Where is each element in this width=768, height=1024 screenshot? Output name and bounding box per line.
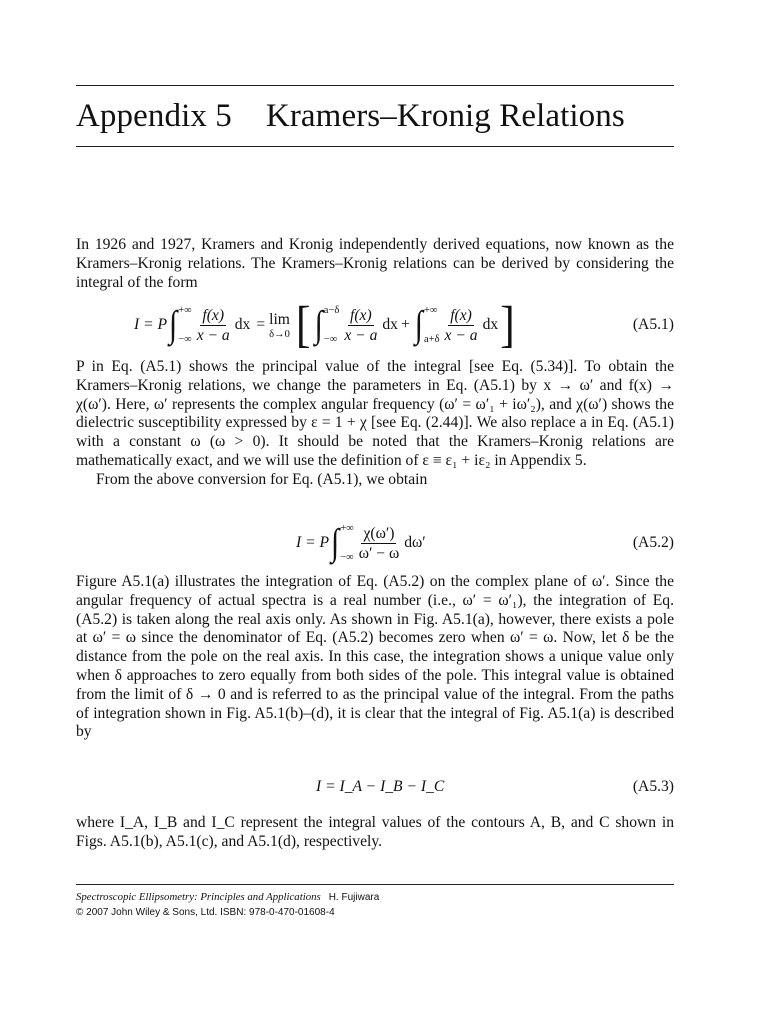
integral-sign: ∫ +∞ −∞	[169, 303, 192, 345]
equation-number: (A5.3)	[632, 778, 674, 795]
integral-sign: ∫ +∞ a+δ	[414, 303, 440, 345]
integral-sign: ∫ +∞ −∞	[331, 521, 354, 563]
top-rule	[76, 85, 674, 86]
fraction: $\frac{f(x)}{x - a}$	[344, 306, 378, 344]
equation-a5-3	[76, 776, 674, 798]
equation-a5-1	[76, 296, 674, 353]
equation-a5-2-expr: I = P ∫ +∞ −∞ $\frac{\chi(\omega')}{\omega' - \omega}$ dω′	[296, 521, 426, 563]
paragraph-5: where I_A, I_B and I_C represent the integral values of the contours A, B, and C shown in Figs. A5.1(b), A5.1(c), and A5.1(d), respectively.	[76, 814, 674, 850]
appendix-title: Kramers–Kronig Relations	[265, 98, 625, 134]
intro-paragraph: In 1926 and 1927, Kramers and Kronig independently derived equations, now known as the Kramers–Kronig relations. The Kramers–Kronig relations can be derived by considering the integral of the form	[76, 236, 674, 291]
copyright: © 2007 John Wiley & Sons, Ltd. ISBN: 978-0-470-01608-4	[76, 907, 335, 918]
paragraph-4: Figure A5.1(a) illustrates the integration of Eq. (A5.2) on the complex plane of ω′. Since the angular frequency of actual spectra is a real number (i.e., ω′ = ω′₁), the integration of Eq. (A5.2) is taken along the real axis only. As shown in Fig. A5.1(a), however, there exists a pole at ω′ = ω since the denominator of Eq. (A5.2) becomes zero when ω′ = ω. Now, let δ be the distance from the pole on the real axis. In this case, the integration shows a unique value only when δ approaches to zero equally from both sides of the pole. This integral value is obtained from the limit of δ → 0 and is referred to as the principal value of the integral. From the paths of integration shown in Fig. A5.1(b)–(d), it is clear that the integral of Fig. A5.1(a) is described by	[76, 573, 674, 741]
equation-a5-1-expr: I = P ∫ +∞ −∞ $\frac{f(x)}{x - a}$ dx = lim δ→0 [ ∫ a−δ −∞ $\frac{f(x)}{x - a}$ dx + ∫ +∞ a+δ $\frac{f(x)}{x - a}$ dx ]	[134, 296, 515, 353]
book-author: H. Fujiwara	[328, 892, 380, 903]
equation-a5-2	[76, 518, 674, 568]
equation-number: (A5.1)	[632, 316, 674, 333]
equation-a5-3-expr: I = I_A − I_B − I_C	[316, 778, 445, 795]
integral-sign: ∫ a−δ −∞	[314, 303, 340, 345]
footer-rule	[76, 884, 674, 885]
appendix-number: Appendix 5	[76, 98, 232, 134]
fraction: $\frac{f(x)}{x - a}$	[444, 306, 478, 344]
limit: lim δ→0	[269, 310, 290, 340]
paragraph-2: P in Eq. (A5.1) shows the principal value of the integral [see Eq. (5.34)]. To obtain the Kramers–Kronig relations, we change the parameters in Eq. (A5.1) by x → ω′ and f(x) → χ(ω′). Here, ω′ represents the complex angular frequency (ω′ = ω′₁ + iω′₂), and χ(ω′) shows the dielectric susceptibility expressed by ε = 1 + χ [see Eq. (2.44)]. We also replace a in Eq. (A5.1) with a constant ω (ω > 0). It should be noted that the Kramers–Kronig relations are mathematically exact, and we will use the definition of ε ≡ ε₁ + iε₂ in Appendix 5. From the above conversion for Eq. (A5.1), we obtain	[76, 358, 674, 488]
page-title	[76, 92, 625, 140]
fraction: $\frac{\chi(\omega')}{\omega' - \omega}$	[358, 524, 400, 562]
title-rule	[76, 146, 674, 147]
fraction: $\frac{f(x)}{x - a}$	[196, 306, 230, 344]
footer	[76, 890, 379, 920]
book-title: Spectroscopic Ellipsometry: Principles and Applications	[76, 891, 321, 903]
equation-number: (A5.2)	[632, 534, 674, 551]
